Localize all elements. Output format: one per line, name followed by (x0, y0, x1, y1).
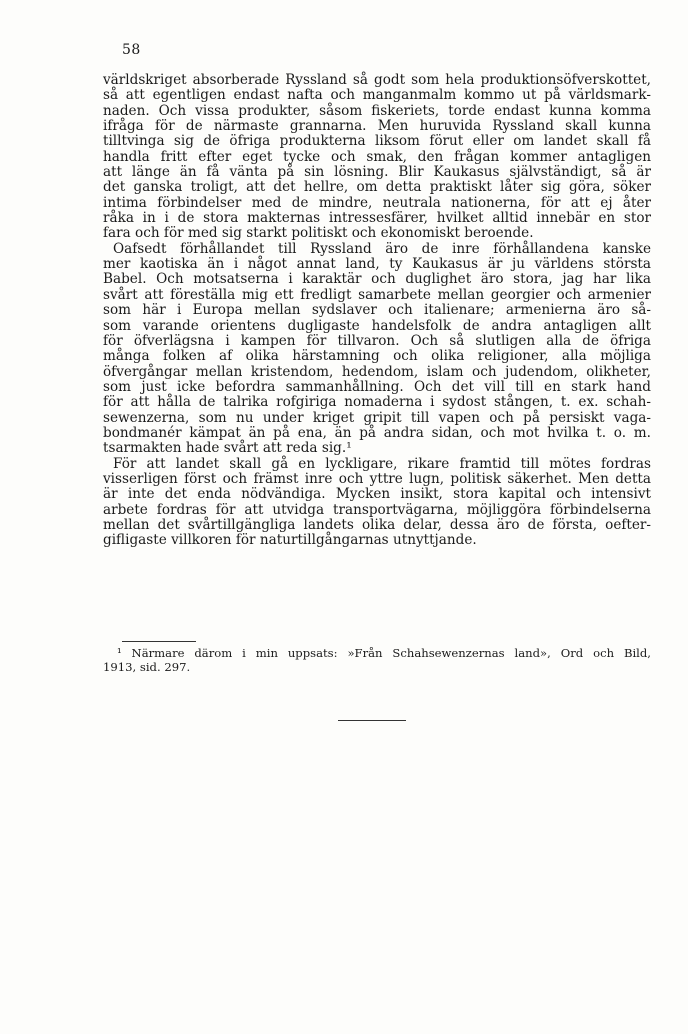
text-line: att länge än få vänta på sin lösning. Blir Kaukasus självständigt, så är (103, 164, 651, 181)
text-line: så att egentligen endast nafta och manganmalm kommo ut på världsmark- (103, 87, 651, 104)
footnote-divider (122, 641, 196, 642)
text-line: det ganska troligt, att det hellre, om detta praktiskt låter sig göra, söker (103, 179, 651, 196)
text-line: För att landet skall gå en lyckligare, rikare framtid till mötes fordras (113, 455, 651, 472)
text-line: gifligaste villkoren för naturtillgångarnas utnyttjande. (103, 532, 477, 549)
text-line: mer kaotiska än i något annat land, ty Kaukasus är ju världens största (103, 256, 651, 273)
text-line: arbete fordras för att utvidga transportvägarna, möjliggöra förbindelserna (103, 501, 651, 518)
text-line: öfvergångar mellan kristendom, hedendom, islam och judendom, olikheter, (103, 363, 651, 380)
footnote-line: ¹ Närmare därom i min uppsats: »Från Schahsewenzernas land», Ord och Bild, (117, 646, 651, 660)
text-line: för öfverlägsna i kampen för tillvaron. Och så slutligen alla de öfriga (103, 332, 651, 349)
text-line: är inte det enda nödvändiga. Mycken insikt, stora kapital och intensivt (103, 486, 651, 503)
body-text (103, 73, 651, 549)
chapter-end-rule (338, 720, 406, 721)
page-number: 58 (122, 42, 141, 58)
text-line: världskriget absorberade Ryssland så godt som hela produktionsöfverskottet, (103, 72, 651, 88)
text-line: som här i Europa mellan sydslaver och italienare; armenierna äro så- (103, 302, 651, 319)
text-line: ifråga för de närmaste grannarna. Men huruvida Ryssland skall kunna (103, 118, 651, 135)
text-line: Oafsedt förhållandet till Ryssland äro de inre förhållandena kanske (113, 240, 651, 257)
text-line: många folken af olika härstamning och olika religioner, alla möjliga (103, 348, 651, 365)
text-line: naden. Och vissa produkter, såsom fiskeriets, torde endast kunna komma (103, 102, 651, 119)
text-line: tsarmakten hade svårt att reda sig.¹ (103, 440, 352, 457)
text-line: som varande orientens dugligaste handelsfolk de andra antagligen allt (103, 317, 651, 334)
text-line: svårt att föreställa mig ett fredligt samarbete mellan georgier och armenier (103, 286, 651, 303)
text-line: tilltvinga sig de öfriga produkterna liksom förut eller om landet skall få (103, 133, 651, 150)
text-line: råka in i de stora makternas intressesfärer, hvilket alltid innebär en stor (103, 210, 651, 227)
text-line: fara och för med sig starkt politiskt och ekonomiskt beroende. (103, 225, 534, 242)
text-line: handla fritt efter eget tycke och smak, den frågan kommer antagligen (103, 148, 651, 165)
text-line: som just icke befordra sammanhållning. Och det vill till en stark hand (103, 378, 651, 395)
text-line: bondmanér kämpat än på ena, än på andra sidan, och mot hvilka t. o. m. (103, 424, 651, 441)
text-line: Babel. Och motsatserna i karaktär och duglighet äro stora, jag har lika (103, 271, 651, 288)
text-line: sewenzerna, som nu under kriget gripit till vapen och på persiskt vaga- (103, 409, 651, 426)
text-line: intima förbindelser med de mindre, neutrala nationerna, för att ej åter (103, 194, 651, 211)
footnote (103, 646, 651, 674)
footnote-line: 1913, sid. 297. (103, 660, 191, 674)
text-line: visserligen först och främst inre och yttre lugn, politisk säkerhet. Men detta (103, 470, 651, 487)
text-line: mellan det svårtillgängliga landets olika delar, dessa äro de första, oefter- (103, 516, 651, 533)
text-line: för att hålla de talrika rofgiriga nomaderna i sydost stången, t. ex. schah- (103, 394, 651, 411)
